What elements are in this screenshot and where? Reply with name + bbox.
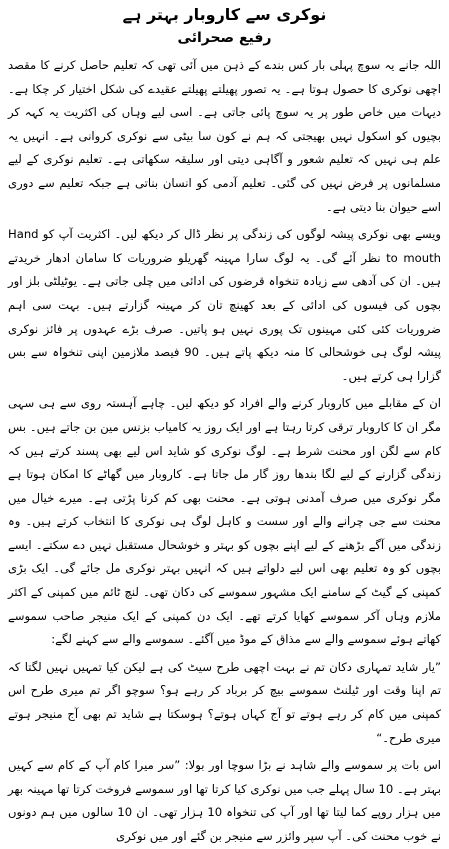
article-paragraph-3: ان کے مقابلے میں کاروبار کرنے والے افراد کو دیکھ لیں۔ چاہے آہستہ روی سے ہی سہی مگر ان کا کاروبار ترقی کرتا رہتا ہے اور ایک روز یہ کامیاب بزنس مین بن جاتے ہیں۔ بس کام سے لگن اور محنت شرط ہے۔ لوگ نوکری کو شاید اس لیے بھی پسند کرتے ہیں کہ زندگی گزارنے کے لیے لگا بندھا روز گار مل جاتا ہے۔ کاروبار میں گھاٹے کا امکان ہوتا ہے مگر نوکری میں صرف آمدنی ہوتی ہے۔ محنت بھی کم کرنا پڑتی ہے۔ میرے خیال میں محنت سے جی چرانے والے اور سست و کاہل لوگ ہی نوکری کا انتخاب کرتے ہیں۔ وہ زندگی میں آگے بڑھنے کے لیے اپنے بچوں کو بہتر و خوشحال مستقبل نہیں دے سکتے۔ ایسے بچوں کو وہ تعلیم بھی اس لیے دلواتے ہیں کہ انہیں بہتر نوکری مل جائے گی۔ ایک بڑی کمپنی کے گیٹ کے سامنے ایک مشہور سموسے کی دکان تھی۔ لنچ ٹائم میں کمپنی کے اکثر ملازم وہاں آکر سموسے کھایا کرتے تھے۔ ایک دن کمپنی کے ایک منیجر صاحب سموسے کھاتے ہوئے سموسے والے سے مذاق کے موڈ میں آگئے۔ سموسے والے سے کہنے لگے: — [8, 396, 441, 647]
article-author: رفیع صحرائی — [177, 30, 272, 46]
article-title: نوکری سے کاروبار بہتر ہے — [122, 5, 327, 24]
article-paragraph-1: اللہ جانے یہ سوچ پہلی بار کس بندے کے ذہن میں آئی تھی کہ تعلیم حاصل کرنے کا مقصد اچھی نوکری کا حصول ہوتا ہے۔ یہ تصور پھیلتے پھیلتے عقیدے کی شکل اختیار کر چکا ہے۔ دیہات میں خاص طور پر یہ سوچ پائی جاتی ہے۔ اسی لیے وہاں کی اکثریت یہ کہہ کر بچیوں کو اسکول نہیں بھیجتی کہ ہم نے کون سا بیٹی سے نوکری کروانی ہے۔ انہیں یہ علم ہی نہیں کہ تعلیم شعور و آگاہی دیتی اور سلیقہ سکھاتی ہے۔ تعلیم نوکری کے لیے مسلمانوں پر فرض نہیں کی گئی۔ تعلیم آدمی کو انسان بناتی ہے جبکہ تعلیم سے دوری اسے حیوان بنا دیتی ہے۔ — [8, 58, 441, 214]
article-paragraph-2: ویسے بھی نوکری پیشہ لوگوں کی زندگی پر نظر ڈال کر دیکھ لیں۔ اکثریت آپ کو Hand to mouth نظر آئے گی۔ یہ لوگ سارا مہینہ گھریلو ضروریات کا سامان ادھار خریدتے ہیں۔ ان کی آدھی سے زیادہ تنخواہ قرضوں کی ادائی میں چلی جاتی ہے۔ یوٹیلٹی بلز اور بچوں کی فیسوں کی ادائی کے بعد کھینچ تان کر مہینہ گزارتے ہیں۔ بہت سی اہم ضروریات کئی کئی مہینوں تک پوری نہیں ہو پاتیں۔ صرف بڑے عہدوں پر فائز نوکری پیشہ لوگ ہی خوشحالی کا منہ دیکھ پاتے ہیں۔ 90 فیصد ملازمین اپنی تنخواہ سے بس گزارا ہی کرتے ہیں۔ — [8, 227, 441, 383]
article-paragraph-5: اس بات پر سموسے والے شاہد نے بڑا سوچا اور بولا: ”سر میرا کام آپ کے کام سے کہیں بہتر ہے۔ 10 سال پہلے جب میں نوکری کیا کرتا تھا اور سموسے فروخت کرتا تھا مہینہ بھر میں ہزار روپے کما لیتا تھا اور آپ کی تنخواہ 10 ہزار تھی۔ ان 10 سالوں میں ہم دونوں نے خوب محنت کی۔ آپ سپر وائزر سے منیجر بن گئے اور میں نوکری — [8, 758, 442, 843]
article-quote-paragraph: ”یار شاید تمہاری دکان تم نے بہت اچھی طرح سیٹ کی ہے لیکن کیا تمہیں نہیں لگتا کہ تم اپنا وقت اور ٹیلنٹ سموسے بیچ کر برباد کر رہے ہو؟ سوچو اگر تم میری طرح اس کمپنی میں کام کر رہے ہوتے تو آج کہاں ہوتے؟ ہوسکتا ہے شاید تم بھی آج منیجر ہوتے میری طرح۔“ — [8, 659, 441, 745]
